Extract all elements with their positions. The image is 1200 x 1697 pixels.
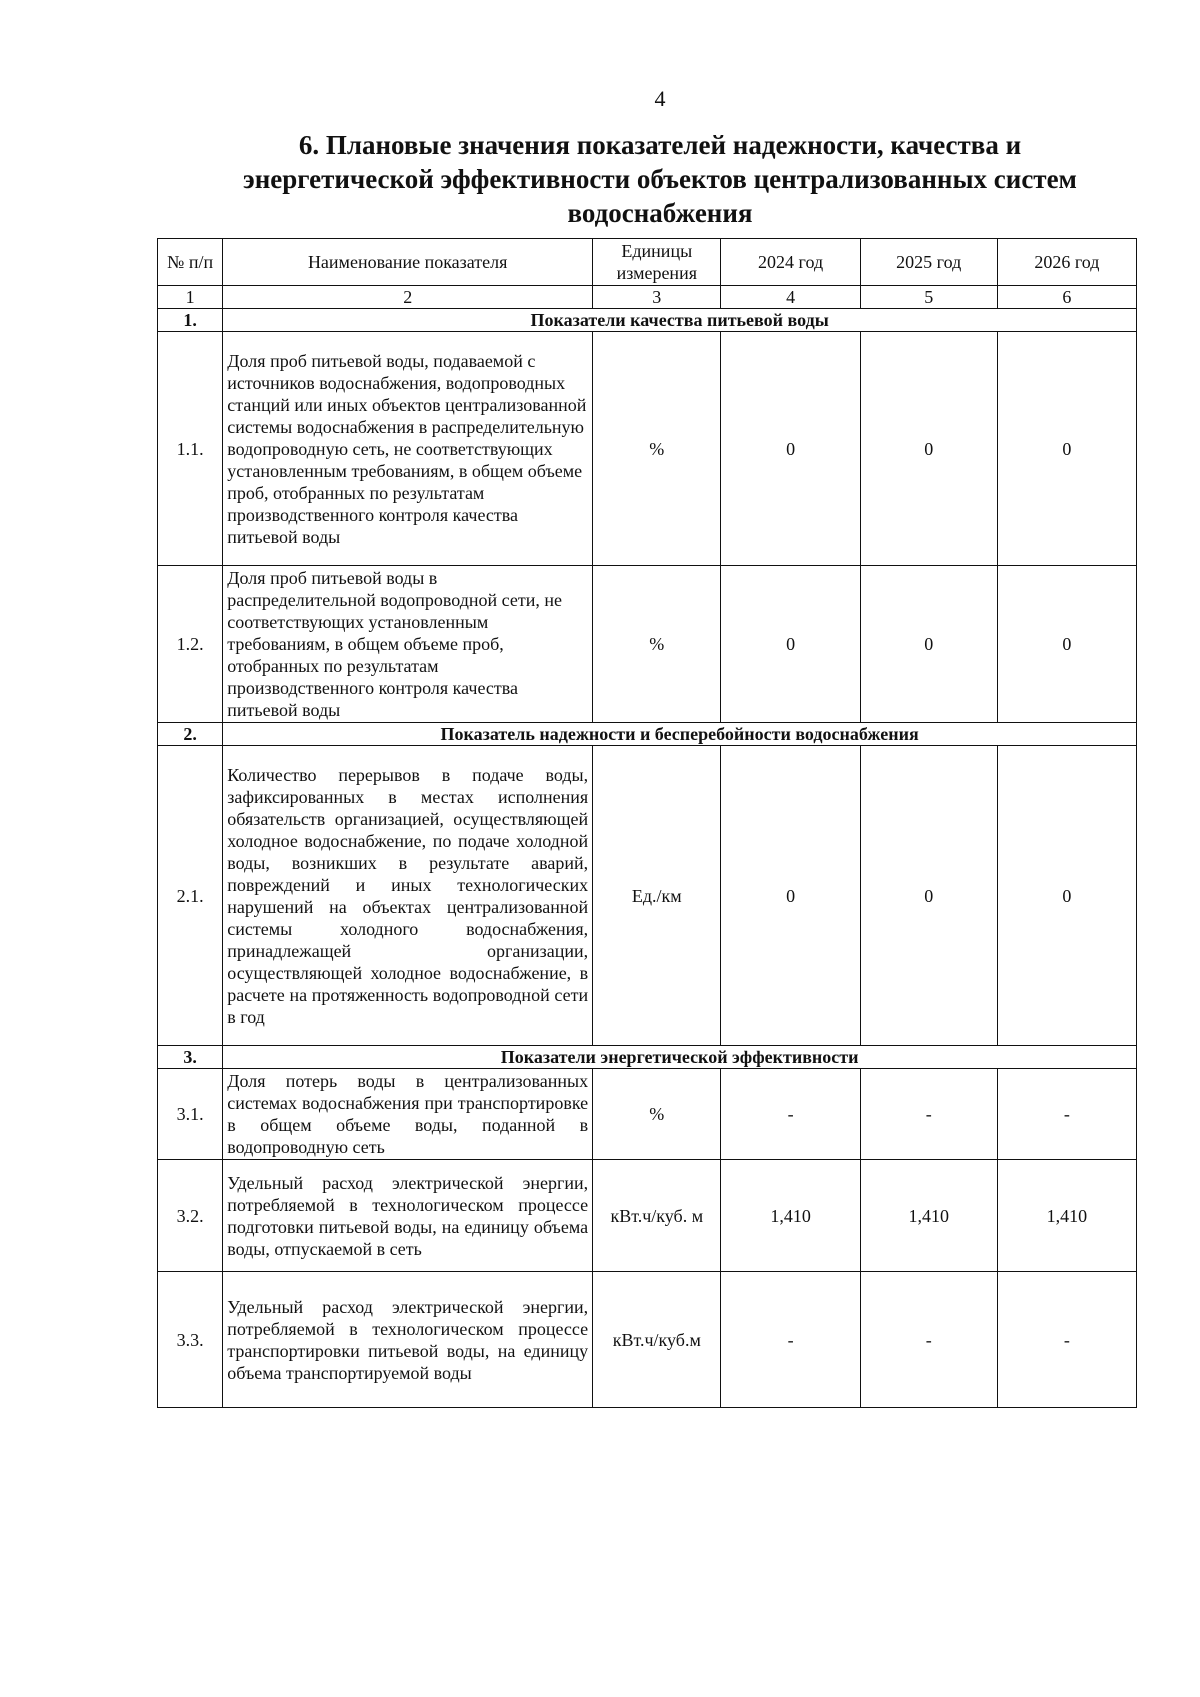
col-header-num: № п/п: [158, 239, 223, 286]
indicator-name: Количество перерывов в подаче воды, зафиксированных в местах исполнения обязательств организацией, осуществляющей холодное водоснабжение, по подаче холодной воды, возникших в результате аварий, повреждений и иных технологических нарушений на объектах централизованной системы холодного водоснабжения, принадлежащей организации, осуществляющей холодное водоснабжение, в расчете на протяженность водопроводной сети в год: [223, 746, 593, 1046]
value-2026: 0: [997, 746, 1136, 1046]
document-title: [210, 128, 1110, 230]
section-number: 2.: [158, 723, 223, 746]
col-header-2025: 2025 год: [860, 239, 997, 286]
value-2024: 0: [721, 566, 860, 723]
table-row: [158, 566, 1137, 723]
indicator-name: Доля потерь воды в централизованных системах водоснабжения при транспортировке в общем объеме воды, поданной в водопроводную сеть: [223, 1069, 593, 1160]
value-2024: 0: [721, 332, 860, 566]
col-header-2026: 2026 год: [997, 239, 1136, 286]
unit-cell: кВт.ч/куб.м: [593, 1272, 721, 1408]
value-2026: -: [997, 1069, 1136, 1160]
indicator-name: Удельный расход электрической энергии, потребляемой в технологическом процессе транспортировки питьевой воды, на единицу объема транспортируемой воды: [223, 1272, 593, 1408]
section-title: Показатель надежности и бесперебойности водоснабжения: [223, 723, 1137, 746]
value-2024: 1,410: [721, 1160, 860, 1272]
table-row: [158, 746, 1137, 1046]
value-2024: 0: [721, 746, 860, 1046]
table-row: [158, 1069, 1137, 1160]
table-row: [158, 1160, 1137, 1272]
unit-cell: %: [593, 566, 721, 723]
row-number: 3.3.: [158, 1272, 223, 1408]
col-header-unit: Единицы измерения: [593, 239, 721, 286]
section-row: [158, 723, 1137, 746]
unit-cell: Ед./км: [593, 746, 721, 1046]
value-2025: 0: [860, 566, 997, 723]
section-number: 1.: [158, 309, 223, 332]
section-title: Показатели энергетической эффективности: [223, 1046, 1137, 1069]
value-2025: 1,410: [860, 1160, 997, 1272]
value-2024: -: [721, 1272, 860, 1408]
row-number: 3.2.: [158, 1160, 223, 1272]
unit-cell: %: [593, 332, 721, 566]
column-number: 3: [593, 286, 721, 309]
table-row: [158, 332, 1137, 566]
table-row: [158, 1272, 1137, 1408]
section-title: Показатели качества питьевой воды: [223, 309, 1137, 332]
value-2026: -: [997, 1272, 1136, 1408]
value-2025: -: [860, 1272, 997, 1408]
title-line-2: энергетической эффективности объектов централизованных систем: [243, 164, 1077, 194]
indicators-table: [157, 238, 1137, 1408]
column-number: 6: [997, 286, 1136, 309]
title-line-3: водоснабжения: [567, 198, 753, 228]
row-number: 1.2.: [158, 566, 223, 723]
col-header-2024: 2024 год: [721, 239, 860, 286]
column-number-row: [158, 286, 1137, 309]
column-number: 2: [223, 286, 593, 309]
column-number: 1: [158, 286, 223, 309]
value-2024: -: [721, 1069, 860, 1160]
row-number: 3.1.: [158, 1069, 223, 1160]
row-number: 1.1.: [158, 332, 223, 566]
unit-cell: кВт.ч/куб. м: [593, 1160, 721, 1272]
title-line-1: 6. Плановые значения показателей надежности, качества и: [298, 130, 1022, 160]
row-number: 2.1.: [158, 746, 223, 1046]
value-2026: 0: [997, 332, 1136, 566]
section-row: [158, 1046, 1137, 1069]
indicator-name: Доля проб питьевой воды в распределительной водопроводной сети, не соответствующих установленным требованиям, в общем объеме проб, отобранных по результатам производственного контроля качества питьевой воды: [223, 566, 593, 723]
indicator-name: Удельный расход электрической энергии, потребляемой в технологическом процессе подготовки питьевой воды, на единицу объема воды, отпускаемой в сеть: [223, 1160, 593, 1272]
value-2026: 0: [997, 566, 1136, 723]
column-number: 4: [721, 286, 860, 309]
unit-cell: %: [593, 1069, 721, 1160]
page-number: 4: [654, 86, 666, 111]
value-2025: 0: [860, 746, 997, 1046]
value-2026: 1,410: [997, 1160, 1136, 1272]
col-header-name: Наименование показателя: [223, 239, 593, 286]
section-row: [158, 309, 1137, 332]
column-number: 5: [860, 286, 997, 309]
header-row: [158, 239, 1137, 286]
value-2025: -: [860, 1069, 997, 1160]
section-number: 3.: [158, 1046, 223, 1069]
indicator-name: Доля проб питьевой воды, подаваемой с источников водоснабжения, водопроводных станций или иных объектов централизованной системы водоснабжения в распределительную водопроводную сеть, не соответствующих установленным требованиям, в общем объеме проб, отобранных по результатам производственного контроля качества питьевой воды: [223, 332, 593, 566]
value-2025: 0: [860, 332, 997, 566]
